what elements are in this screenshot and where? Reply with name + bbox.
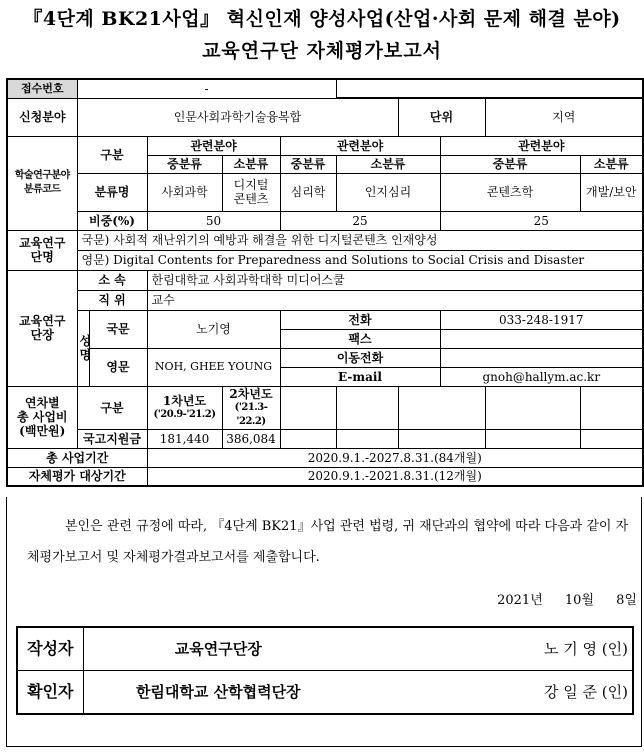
field3-ratio: 25: [440, 211, 643, 230]
field1-minor-line2: 콘텐츠: [233, 192, 269, 206]
name-kr-label: 국문: [89, 310, 147, 348]
name-en-value: NOH, GHEE YOUNG: [147, 348, 280, 386]
fax-value: [440, 329, 643, 348]
total-period-value: 2020.9.1.-2027.8.31.(84개월): [147, 448, 643, 467]
field1-minor: [222, 173, 280, 211]
field2-major-label: 중분류: [280, 155, 336, 173]
receipt-label: 접수번호: [7, 79, 77, 98]
field2-minor: 인지심리: [336, 173, 440, 211]
year7-header: [580, 386, 643, 429]
field3-minor: 개발/보안: [580, 173, 643, 211]
budget-label-line1: 연차별: [24, 396, 60, 410]
phone-value: 033-248-1917: [440, 310, 643, 329]
year3-header: [280, 386, 336, 429]
receipt-value: -: [77, 79, 336, 98]
affiliation-value: 한림대학교 사회과학대학 미디어스쿨: [147, 270, 643, 290]
field3-group-label: 관련분야: [440, 136, 643, 155]
field1-major-label: 중분류: [147, 155, 222, 173]
budget-label: [7, 386, 77, 448]
year2-header: [222, 386, 280, 429]
signature-table: [16, 626, 634, 715]
name-en-label: 영문: [89, 348, 147, 386]
field2-minor-label: 소분류: [336, 155, 440, 173]
year7-value: [580, 429, 643, 448]
fax-label: 팩스: [280, 329, 440, 348]
leader-label: [7, 270, 77, 386]
unit-name-label-line2: 단명: [30, 250, 54, 264]
year1-label: 1차년도: [162, 393, 207, 408]
year4-header: [336, 386, 398, 429]
field2-group-label: 관련분야: [280, 136, 440, 155]
phone-label: 전화: [280, 310, 440, 329]
year6-header: [485, 386, 580, 429]
year1-header: [147, 386, 222, 429]
budget-label-line3: (백만원): [19, 424, 66, 438]
field3-minor-label: 소분류: [580, 155, 643, 173]
unit-label: 단위: [398, 98, 485, 136]
year4-value: [336, 429, 398, 448]
unit-value: 지역: [485, 98, 643, 136]
eval-period-label: 자체평가 대상기간: [7, 467, 147, 486]
year2-value: 386,084: [222, 429, 280, 448]
unit-name-label-line1: 교육연구: [19, 236, 66, 250]
eval-period-value: 2020.9.1.-2021.8.31.(12개월): [147, 467, 643, 486]
budget-label-line2: 총 사업비: [16, 410, 68, 424]
confirmer-title: 한림대학교 산학협력단장: [83, 671, 353, 715]
email-value: gnoh@hallym.ac.kr: [440, 367, 643, 386]
field1-minor-line1: 디지털: [233, 178, 269, 192]
budget-col-header: 구분: [77, 386, 147, 429]
unit-name-english: 영문) Digital Contents for Preparedness and Solutions to Social Crisis and Disaster: [77, 250, 643, 270]
field1-group-label: 관련분야: [147, 136, 280, 155]
field2-major: 심리학: [280, 173, 336, 211]
report-title-line2: 교육연구단 자체평가보고서: [202, 40, 442, 62]
mobile-label: 이동전화: [280, 348, 440, 367]
date-year: 2021년: [497, 593, 543, 608]
confirmer-role: 확인자: [17, 671, 83, 715]
field2-ratio: 25: [280, 211, 440, 230]
author-name: 노 기 영 (인): [353, 627, 633, 671]
declaration-text: 본인은 관련 규정에 따라, 『4단계 BK21』사업 관련 법령, 귀 재단과의 협약에 따라 다음과 같이 자체평가보고서 및 자체평가결과보고서를 제출합니다.: [27, 519, 629, 565]
email-label: E-mail: [280, 367, 440, 386]
position-value: 교수: [147, 290, 643, 310]
leader-label-line1: 교육연구: [19, 314, 66, 328]
classification-name-label: 분류명: [77, 173, 147, 211]
receipt-blank: [336, 79, 643, 98]
unit-name-label: [7, 230, 77, 270]
year6-value: [485, 429, 580, 448]
field1-ratio: 50: [147, 211, 280, 230]
name-label: 성명: [77, 310, 89, 386]
leader-label-line2: 단장: [30, 328, 54, 342]
affiliation-label: 소 속: [77, 270, 147, 290]
year2-label: 2차년도: [229, 386, 273, 401]
mobile-value: [440, 348, 643, 367]
classification-label-line1: 학술연구분야: [14, 170, 70, 181]
total-period-label: 총 사업기간: [7, 448, 147, 467]
field1-major: 사회과학: [147, 173, 222, 211]
year5-value: [398, 429, 485, 448]
application-label: 신청분야: [7, 98, 77, 136]
date-day: 8일: [616, 593, 637, 608]
year5-header: [398, 386, 485, 429]
application-value: 인문사회과학기술융복합: [77, 98, 398, 136]
classification-col-header: 구분: [77, 136, 147, 173]
budget-row-label: 국고지원금: [77, 429, 147, 448]
field1-minor-label: 소분류: [222, 155, 280, 173]
date-month: 10월: [564, 593, 595, 608]
field3-major: 콘텐츠학: [440, 173, 580, 211]
position-label: 직 위: [77, 290, 147, 310]
year1-period: ('20.9-'21.2): [153, 408, 216, 420]
classification-ratio-label: 비중(%): [77, 211, 147, 230]
classification-label-line2: 분류코드: [23, 184, 61, 195]
declaration-date: [479, 589, 637, 608]
classification-label: [7, 136, 77, 230]
field3-major-label: 중분류: [440, 155, 580, 173]
author-role: 작성자: [17, 627, 83, 671]
name-kr-value: 노기영: [147, 310, 280, 348]
year3-value: [280, 429, 336, 448]
unit-name-korean: 국문) 사회적 재난위기의 예방과 해결을 위한 디지털콘텐츠 인재양성: [77, 230, 643, 250]
report-title-line1: 『4단계 BK21사업』 혁신인재 양성사업(산업·사회 문제 해결 분야): [23, 8, 621, 30]
year1-value: 181,440: [147, 429, 222, 448]
confirmer-name: 강 일 준 (인): [353, 671, 633, 715]
year2-period: ('21.3-'22.2): [234, 401, 268, 427]
report-info-table: [6, 78, 644, 487]
author-title: 교육연구단장: [83, 627, 353, 671]
